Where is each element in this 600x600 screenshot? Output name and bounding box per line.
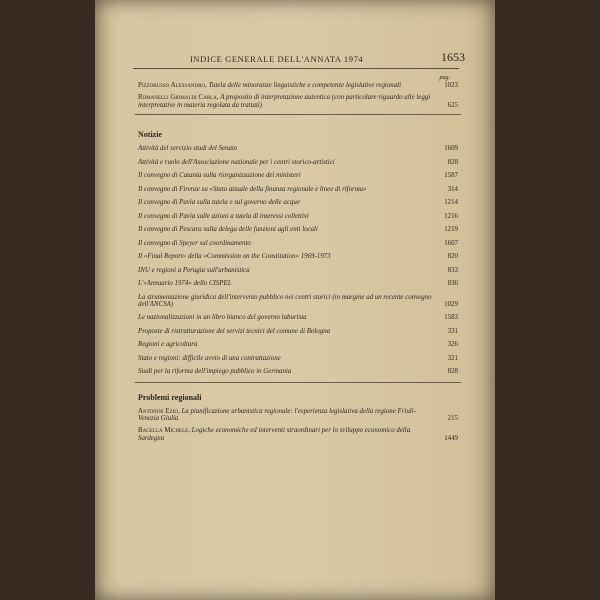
- index-entry: [138, 159, 458, 166]
- entry-page: 331: [447, 327, 458, 335]
- section-rule: [135, 114, 461, 115]
- index-entry: [138, 82, 458, 89]
- entry-page: 326: [447, 341, 458, 349]
- entry-page: 1029: [444, 300, 458, 308]
- pag-label: pag.: [439, 75, 450, 81]
- index-entry: [138, 328, 458, 335]
- entry-author: Bagella Michele,: [138, 427, 190, 435]
- index-entry: [138, 213, 458, 220]
- entry-page: 215: [447, 415, 458, 423]
- index-entry: [138, 355, 458, 362]
- entry-title: Studi per la riforma dell'impiego pubblico in Germania: [138, 368, 292, 376]
- header-title: INDICE GENERALE DELL'ANNATA 1974: [190, 54, 364, 64]
- entry-title: A proposito di interpretazione autentica (con particolare riguardo alle leggi interpretative in materia regolata da trattati): [138, 94, 431, 109]
- entry-page: 836: [447, 280, 458, 288]
- entry-title: Le nazionalizzazioni in un libro bianco del governo laburista: [138, 314, 307, 322]
- section-rule: [135, 382, 461, 383]
- header-page-number: 1653: [441, 50, 465, 64]
- entry-title: L'«Annuario 1974» dello CISPEL: [138, 280, 232, 288]
- index-entry: [138, 172, 458, 179]
- entry-title: Tutela delle minoranze linguistiche e competenze legislative regionali: [208, 82, 402, 90]
- entry-title: Logiche economiche ed interventi straordinari per lo sviluppo economico della Sardegna: [138, 427, 411, 442]
- section-notizie: [138, 131, 458, 376]
- entry-title: INU e regioni a Perugia sull'urbanistica: [138, 266, 250, 274]
- section-heading: Problemi regionali: [138, 392, 202, 402]
- entry-page: 1214: [444, 199, 458, 207]
- index-entry: [138, 186, 458, 193]
- book-page: [95, 0, 495, 600]
- header-rule: [133, 68, 459, 69]
- index-entry: [138, 427, 458, 441]
- entry-title: Attività del servizio studi del Senato: [138, 145, 238, 153]
- entry-page: 1609: [444, 145, 458, 153]
- entry-title: Il convegno di Pescara sulla delega delle funzioni agli enti locali: [138, 226, 318, 234]
- entry-title: Il convegno di Firenze su «Stato attuale della finanza regionale e linee di riforma»: [138, 185, 367, 193]
- entry-page: 1219: [444, 226, 458, 234]
- index-entry: [138, 314, 458, 321]
- entry-page: 314: [447, 185, 458, 193]
- entry-page: 833: [447, 266, 458, 274]
- entry-page: 625: [447, 101, 458, 109]
- entry-title: Regioni e agricoltura: [138, 341, 198, 349]
- index-entry: [138, 253, 458, 260]
- entry-title: Il «Final Report» della «Commission on the Constitution» 1969-1973: [138, 253, 331, 261]
- entry-title: Il convegno di Speyer sul coordinamento: [138, 239, 251, 247]
- index-entry: [138, 280, 458, 287]
- index-entry: [138, 145, 458, 152]
- entry-page: 828: [447, 158, 458, 166]
- entry-page: 1449: [444, 434, 458, 442]
- entry-page: 1583: [444, 314, 458, 322]
- index-entry: [138, 408, 458, 422]
- entry-title: Attività e ruolo dell'Associazione nazionale per i centri storico-artistici: [138, 158, 335, 166]
- entry-title: Il convegno di Catania sulla riorganizzazione dei ministeri: [138, 172, 301, 180]
- entry-title: La pianificazione urbanistica regionale: l'esperienza legislativa della regione Friuli-Venezia Giulia: [138, 407, 416, 423]
- entry-page: 1587: [444, 172, 458, 180]
- entry-page: 1216: [444, 212, 458, 220]
- index-entry: [138, 341, 458, 348]
- section-heading: Notizie: [138, 129, 162, 139]
- index-entry: [138, 294, 458, 308]
- index-entry: [138, 240, 458, 247]
- entry-author: Romanelli Grimaldi Carla,: [138, 94, 219, 102]
- entry-title: Proposte di ristrutturazione dei servizi tecnici del comune di Bologna: [138, 327, 331, 335]
- entry-title: La strumentazione giuridica dell'intervento pubblico nei centri storici (in margine ad un recente convegno dell'ANCSA): [138, 293, 432, 308]
- entry-page: 828: [447, 368, 458, 376]
- running-header: [155, 50, 485, 66]
- index-entry: [138, 94, 458, 108]
- entry-author: Antonini Ezio,: [138, 407, 180, 415]
- entry-title: Stato e regioni: difficile avvio di una contrattazione: [138, 354, 281, 362]
- index-entry: [138, 226, 458, 233]
- entry-page: 1023: [444, 82, 458, 90]
- index-entry: [138, 267, 458, 274]
- index-entry: [138, 368, 458, 375]
- entry-author: Pizzorusso Alessandro,: [138, 82, 207, 90]
- entry-title: Il convegno di Pavia sulla tutela e sul governo delle acque: [138, 199, 300, 207]
- index-content: [138, 72, 458, 447]
- index-entry: [138, 199, 458, 206]
- entry-page: 321: [447, 354, 458, 362]
- entry-page: 1607: [444, 239, 458, 247]
- section-problemi-regionali: [138, 394, 458, 442]
- entry-title: Il convegno di Pavia sulle azioni a tutela di interessi collettivi: [138, 212, 309, 220]
- entry-page: 820: [447, 253, 458, 261]
